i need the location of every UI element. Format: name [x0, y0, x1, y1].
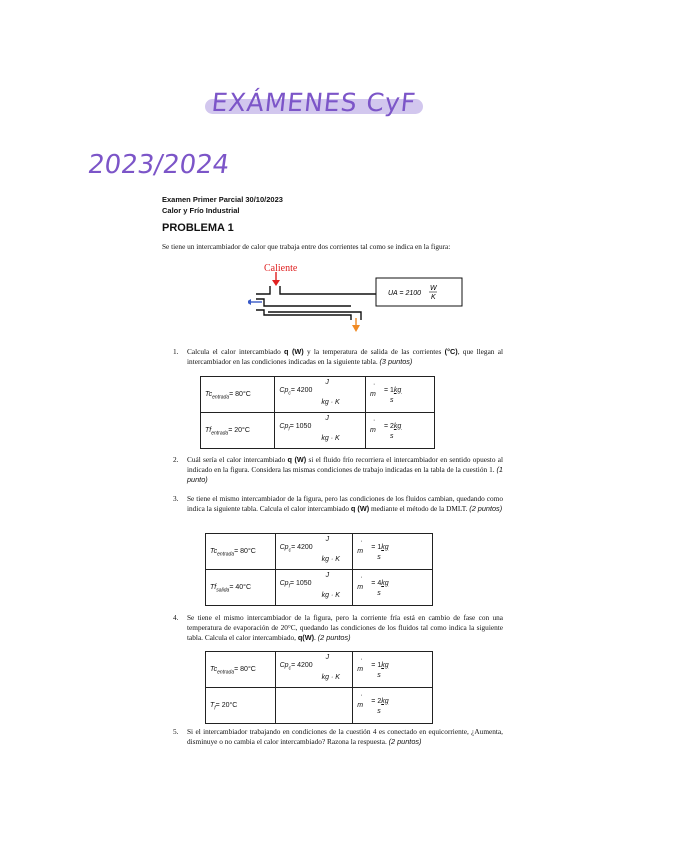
- question-text: y la temperatura de salida de las corrientes: [303, 347, 445, 356]
- data-table-1: [200, 376, 435, 449]
- heat-exchanger-diagram: [248, 258, 468, 334]
- question-number: 2.: [173, 455, 179, 464]
- handwritten-title: EXÁMENES CyF: [210, 88, 418, 117]
- temperature-cell: $Tf_{entrada}= 20^\circ C$: [205, 426, 250, 436]
- temperature-cell: $Tc_{entrada}= 80^\circ C$: [210, 665, 256, 675]
- question-text: .: [314, 633, 318, 642]
- cp-unit-den: kg · K: [321, 555, 340, 563]
- question-2: [173, 455, 503, 485]
- empty-cell: [280, 690, 349, 722]
- hot-inlet-arrow-head: [272, 280, 280, 286]
- mass-flow-value: = 2kg: [383, 422, 402, 430]
- cp-cell: $Cp_c= 4200$: [279, 386, 313, 396]
- data-table-2: [205, 533, 433, 606]
- table-row: $Tc_{entrada}= 80^\circ C$ $Cp_c= 4200$ J kg · K · m = 1kg s: [206, 534, 433, 570]
- mass-flow-symbol: m: [369, 426, 376, 434]
- handwritten-year: 2023/2024: [85, 150, 232, 180]
- table-row: $Tc_{entrada}= 80^\circ C$ $Cp_c= 4200$ J kg · K · m = 1kg s: [201, 377, 435, 413]
- ua-unit-den: K: [431, 294, 436, 301]
- cp-unit-num: J: [325, 653, 330, 661]
- mass-flow-den: s: [377, 589, 381, 597]
- cp-unit-num: J: [325, 378, 329, 386]
- table-row: $Tf_{entrada}= 20^\circ C$ $Cp_f= 1050$ J kg · K · m = 2kg s: [201, 413, 435, 449]
- exam-date-line: Examen Primer Parcial 30/10/2023: [162, 195, 283, 204]
- problem-heading: PROBLEMA 1: [162, 222, 234, 234]
- mass-flow-value: = 1kg: [371, 543, 389, 551]
- question-number: 5.: [173, 727, 179, 736]
- table-row: $Tc_{entrada}= 80^\circ C$ $Cp_c= 4200$ J kg · K · m = 1kg s: [206, 652, 433, 688]
- question-3: [173, 494, 503, 514]
- exam-header: [162, 194, 283, 216]
- mass-flow-den: s: [377, 553, 381, 561]
- question-number: 1.: [173, 347, 179, 356]
- mass-flow-symbol: m: [369, 390, 376, 398]
- cp-cell: $Cp_f= 1050$: [279, 422, 312, 432]
- cp-unit-num: J: [325, 535, 330, 543]
- question-text-bold: q (W): [284, 347, 304, 356]
- temperature-cell: $Tc_{entrada}= 80^\circ C$: [210, 547, 256, 557]
- mass-flow-den: s: [389, 432, 394, 440]
- temperature-cell: $Tf_{salida}= 40^\circ C$: [210, 583, 251, 593]
- mass-flow-den: s: [389, 396, 394, 404]
- question-text: mediante el método de la DMLT.: [369, 504, 470, 513]
- question-text: Calcula el calor intercambiado: [187, 347, 284, 356]
- question-points: (1 punto): [187, 465, 503, 484]
- question-text-bold: q (W): [350, 504, 370, 513]
- question-text-bold: (°C): [444, 347, 458, 356]
- mass-flow-den: s: [377, 671, 381, 679]
- cp-unit-den: kg · K: [321, 434, 340, 442]
- cp-unit-num: J: [325, 571, 330, 579]
- mass-flow-symbol: m: [357, 547, 364, 555]
- ua-unit-num: W: [430, 285, 437, 292]
- cp-unit-num: J: [325, 414, 329, 422]
- cp-cell: $Cp_f= 1050$: [279, 579, 312, 589]
- question-text: si el fluido frío recorriera el intercambiador en sentido opuesto al indicado en la figura. Considera las mismas condiciones de trabajo indicadas en la tabla de la cuestión 1.: [187, 455, 504, 474]
- hot-stream-label: Caliente: [264, 263, 298, 274]
- question-4: [173, 613, 503, 643]
- temperature-cell: $Tc_{entrada}= 80^\circ C$: [205, 390, 251, 400]
- question-text-bold: q(W): [297, 633, 315, 642]
- question-text: Cuál sería el calor intercambiado: [187, 455, 288, 464]
- question-text: Si el intercambiador trabajando en condiciones de la cuestión 4 es conectado en equicorriente, ¿Aumenta, disminuye o no cambia el calor intercambiado? Razona la respuesta.: [187, 727, 503, 746]
- question-text-bold: q (W): [287, 455, 307, 464]
- question-1: [173, 347, 503, 367]
- question-text: , que llegan al intercambiador en las condiciones indicadas en la siguiente tabla.: [187, 347, 503, 366]
- question-number: 3.: [173, 494, 179, 503]
- question-number: 4.: [173, 613, 179, 622]
- mass-flow-den: s: [377, 707, 381, 715]
- question-5: [173, 727, 503, 747]
- cp-unit-den: kg · K: [321, 398, 340, 406]
- question-points: (2 puntos): [317, 633, 351, 642]
- table-row: $Tf_{salida}= 40^\circ C$ $Cp_f= 1050$ J kg · K · m = 4kg s: [206, 570, 433, 606]
- mass-flow-symbol: m: [357, 583, 364, 591]
- temperature-cell: $T_f= 20^\circ C$: [210, 701, 238, 711]
- cp-cell: $Cp_c= 4200$: [279, 661, 313, 671]
- data-table-3: [205, 651, 433, 724]
- mass-flow-value: = 4kg: [371, 579, 389, 587]
- mass-flow-value: = 1kg: [383, 386, 402, 394]
- question-points: (2 puntos): [388, 737, 422, 746]
- question-text: Se tiene el mismo intercambiador de la figura, pero la corriente fría está en cambio de fase con una temperatura de evaporación de 20°C, quedando las condiciones de los fluidos tal como indica la siguiente tabla. Calcula el calor intercambiado,: [187, 613, 503, 642]
- mass-flow-value: = 1kg: [371, 661, 389, 669]
- ua-label: UA = 2100: [388, 290, 422, 297]
- question-points: (3 puntos): [379, 357, 413, 366]
- course-name-line: Calor y Frío Industrial: [162, 206, 240, 215]
- mass-flow-value: = 2kg: [371, 697, 389, 705]
- cp-unit-den: kg · K: [321, 591, 340, 599]
- question-points: (2 puntos): [469, 504, 503, 513]
- cp-cell: $Cp_c= 4200$: [279, 543, 313, 553]
- cp-unit-den: kg · K: [321, 673, 340, 681]
- problem-intro: Se tiene un intercambiador de calor que trabaja entre dos corrientes tal como se indica en la figura:: [162, 242, 451, 251]
- table-row: $T_f= 20^\circ C$ · m = 2kg s: [206, 688, 433, 724]
- question-text: Se tiene el mismo intercambiador de la figura, pero las condiciones de los fluidos cambian, quedando como indica la siguiente tabla. Calcula el calor intercambiado: [187, 494, 503, 513]
- mass-flow-symbol: m: [357, 701, 364, 709]
- mass-flow-symbol: m: [357, 665, 364, 673]
